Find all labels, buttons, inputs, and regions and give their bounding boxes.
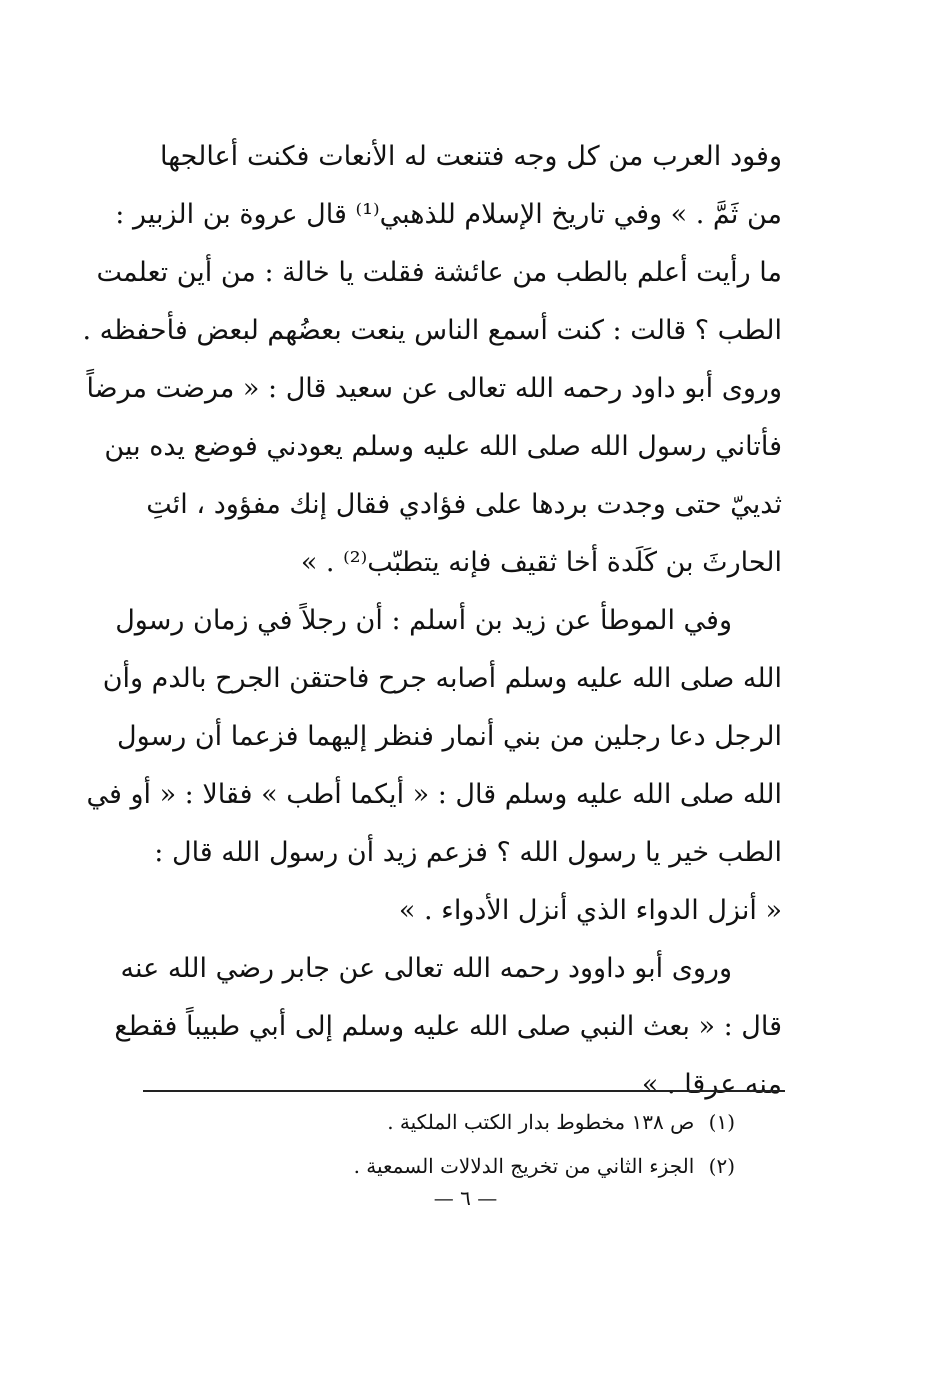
text-line: من ثَمَّ . » وفي تاريخ الإسلام للذهبي⁽¹⁾ قال عروة بن الزبير :	[115, 199, 782, 230]
footnotes	[160, 1100, 735, 1188]
text-line: قال : « بعث النبي صلى الله عليه وسلم إلى أبي طبيباً فقطع	[114, 1011, 782, 1042]
text-line: الله صلى الله عليه وسلم أصابه جرح فاحتقن الجرح بالدم وأن	[102, 663, 782, 694]
text-line: منه عرقا . »	[641, 1069, 782, 1100]
footnote-2	[160, 1144, 735, 1188]
text-line: « أنزل الدواء الذي أنزل الأدواء . »	[398, 895, 782, 926]
text-line: الرجل دعا رجلين من بني أنمار فنظر إليهما فزعما أن رسول	[117, 721, 782, 752]
text-line: وفي الموطأ عن زيد بن أسلم : أن رجلاً في زمان رسول	[115, 605, 732, 636]
footnote-text: ص ١٣٨ مخطوط بدار الكتب الملكية .	[387, 1110, 695, 1134]
text-line: الله صلى الله عليه وسلم قال : « أيكما أطب » فقالا : « أو في	[86, 779, 782, 810]
text-line: فأتاني رسول الله صلى الله عليه وسلم يعودني فوضع يده بين	[104, 431, 782, 462]
page-number: — ٦ —	[433, 1186, 498, 1210]
footnote-1	[160, 1100, 735, 1144]
text-line: ثدييّ حتى وجدت بردها على فؤادي فقال إنك مفؤود ، ائتِ	[146, 489, 782, 520]
footnote-divider	[143, 1090, 785, 1092]
body-text	[82, 128, 782, 1114]
footnote-number: (١)	[708, 1110, 735, 1134]
text-line: الحارثَ بن كَلَدة أخا ثقيف فإنه يتطبّب⁽²⁾ . »	[300, 547, 782, 578]
footnote-text: الجزء الثاني من تخريج الدلالات السمعية .	[353, 1154, 695, 1178]
text-line: وروى أبو داوود رحمه الله تعالى عن جابر رضي الله عنه	[120, 953, 732, 984]
text-line: ما رأيت أعلم بالطب من عائشة فقلت يا خالة : من أين تعلمت	[96, 257, 782, 288]
text-line: وروى أبو داود رحمه الله تعالى عن سعيد قال : « مرضت مرضاً	[86, 373, 782, 404]
footnote-number: (٢)	[708, 1154, 735, 1178]
text-line: الطب ؟ قالت : كنت أسمع الناس ينعت بعضُهم لبعض فأحفظه .	[82, 315, 782, 346]
text-line: الطب خير يا رسول الله ؟ فزعم زيد أن رسول الله قال :	[154, 837, 782, 868]
text-line: وفود العرب من كل وجه فتنعت له الأنعات فكنت أعالجها	[160, 141, 782, 172]
